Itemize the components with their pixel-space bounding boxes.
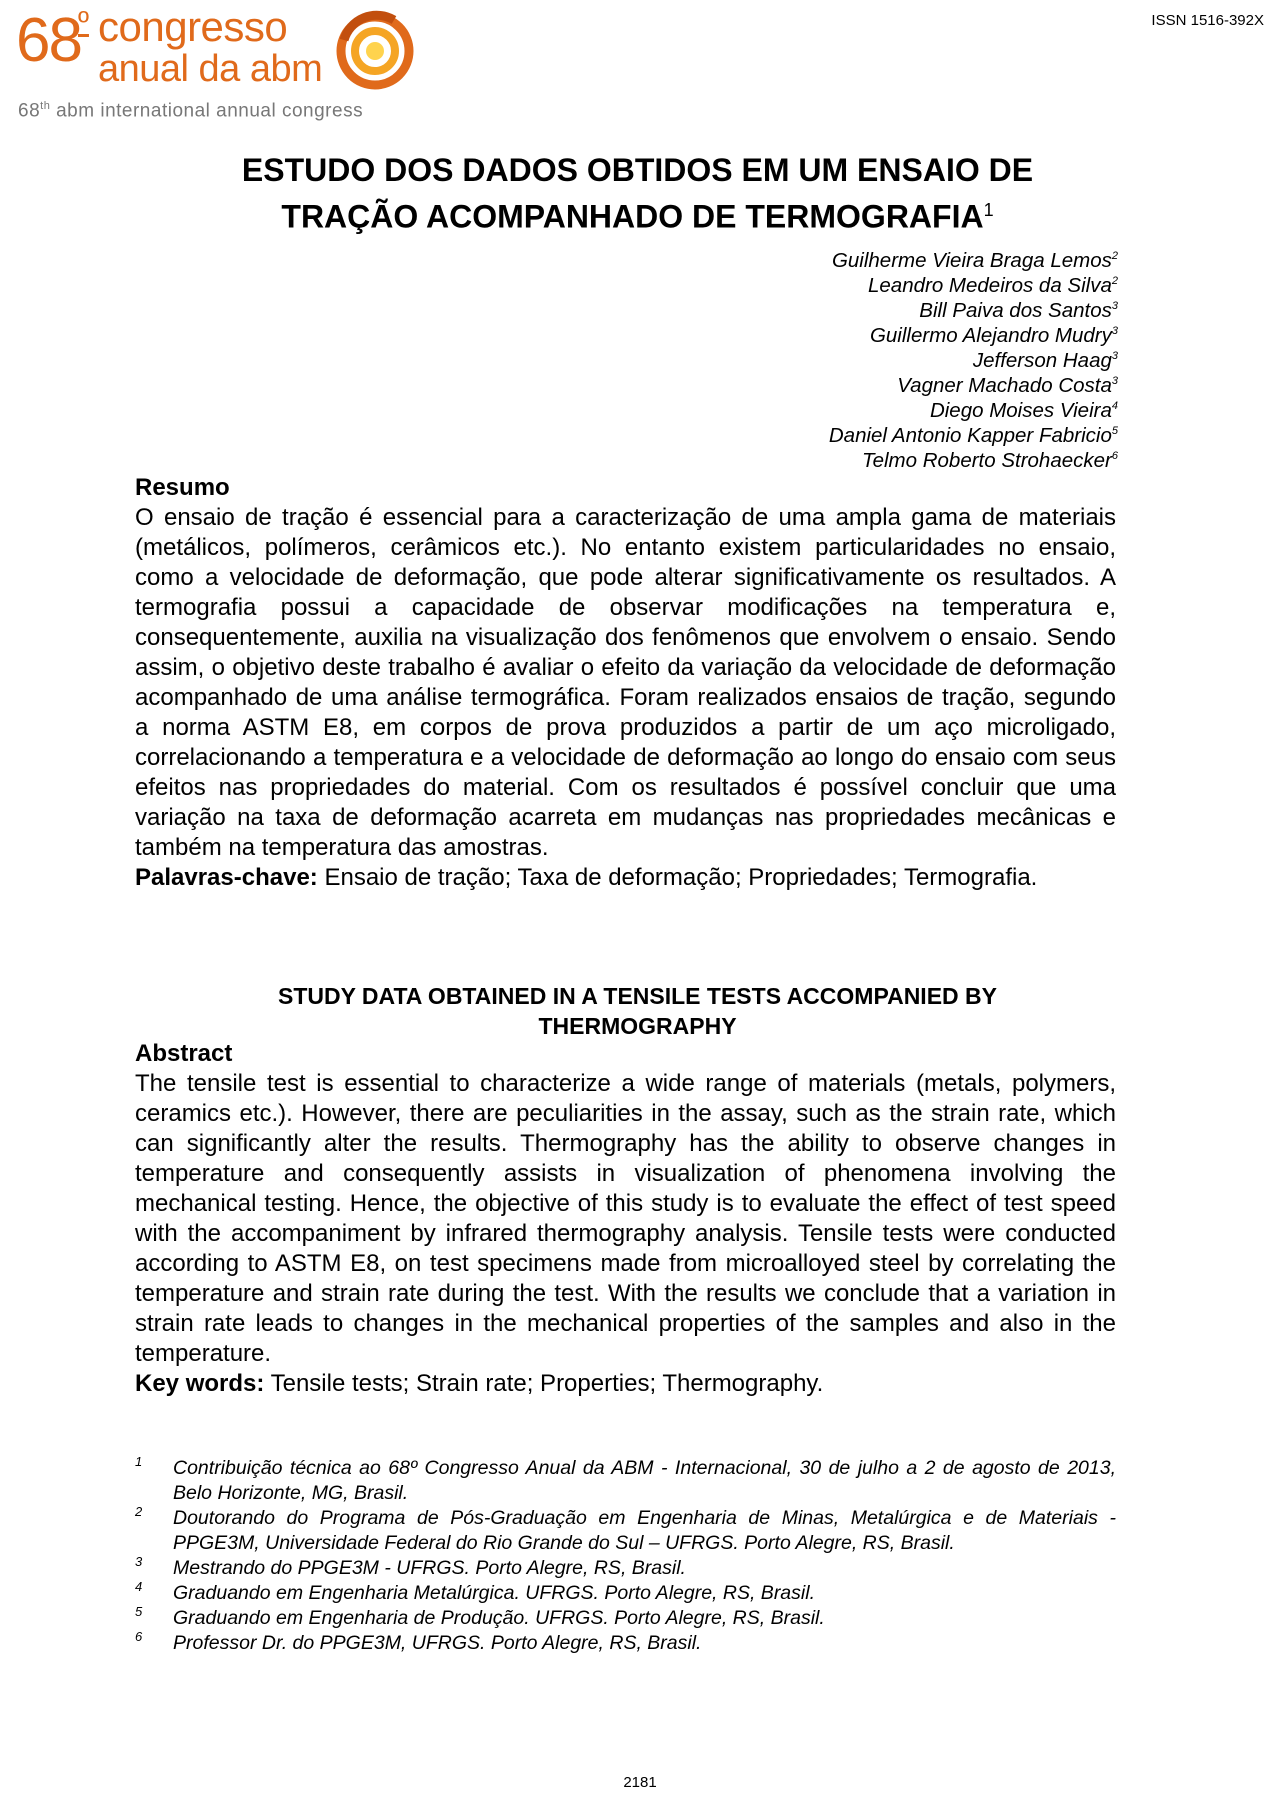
congress-logo (16, 4, 426, 124)
page-number: 2181 (623, 1774, 657, 1791)
title-line-2-text: TRAÇÃO ACOMPANHADO DE TERMOGRAFIA (281, 198, 984, 235)
author-affiliation-ref: 2 (1111, 250, 1118, 263)
author-name: Guilherme Vieira Braga Lemos (831, 249, 1112, 272)
logo-number: 68 (16, 6, 81, 75)
abstract-section (135, 1039, 1116, 1399)
author-name: Bill Paiva dos Santos (919, 299, 1112, 322)
logo-subtitle-sup: th (40, 100, 51, 112)
abstract-text: The tensile test is essential to characterize a wide range of materials (metals, polymers, ceramics etc.). However, there are peculiarities in the assay, such as the strain rate, which can significantly alter the results. Thermography has the ability to observe changes in temperature and consequently assists in visualization of phenomena involving the mechanical testing. Hence, the objective of this study is to evaluate the effect of test speed with the accompaniment by infrared thermography analysis. Tensile tests were conducted according to ASTM E8, on test specimens made from microalloyed steel by correlating the temperature and strain rate during the test. With the results we conclude that a variation in strain rate leads to changes in the mechanical properties of the samples and also in the temperature. (135, 1070, 1116, 1367)
author-name: Diego Moises Vieira (929, 399, 1112, 422)
footnote-number: 3 (135, 1554, 143, 1569)
footnote-number: 5 (135, 1604, 143, 1619)
footnote (135, 1556, 1116, 1581)
logo-swirl-icon (334, 10, 416, 92)
footnote-number: 2 (135, 1504, 143, 1519)
footnote (135, 1606, 1116, 1631)
author-affiliation-ref: 6 (1111, 450, 1118, 463)
author-affiliation-ref: 3 (1111, 325, 1118, 338)
author-name: Jefferson Haag (972, 349, 1112, 372)
paper-title (135, 150, 1140, 237)
author-name: Vagner Machado Costa (897, 374, 1112, 397)
footnote (135, 1581, 1116, 1606)
resumo-section (135, 473, 1116, 893)
footnote-text: Professor Dr. do PPGE3M, UFRGS. Porto Alegre, RS, Brasil. (173, 1632, 702, 1654)
title-line-1: ESTUDO DOS DADOS OBTIDOS EM UM ENSAIO DE (241, 152, 1034, 188)
resumo-text: O ensaio de tração é essencial para a caracterização de uma ampla gama de materiais (metálicos, polímeros, cerâmicos etc.). No entanto existem particularidades no ensaio, como a velocidade de deformação, que pode alterar significativamente os resultados. A termografia possui a capacidade de observar modificações na temperatura e, consequentemente, auxilia na visualização dos fenômenos que envolvem o ensaio. Sendo assim, o objetivo deste trabalho é avaliar o efeito da variação da velocidade de deformação acompanhado de uma análise termográfica. Foram realizados ensaios de tração, segundo a norma ASTM E8, em corpos de prova produzidos a partir de um aço microligado, correlacionando a temperatura e a velocidade de deformação ao longo do ensaio com seus efeitos nas propriedades do material. Com os resultados é possível concluir que uma variação na taxa de deformação acarreta em mudanças nas propriedades mecânicas e também na temperatura das amostras. (135, 504, 1116, 861)
logo-subtitle-number: 68 (18, 100, 41, 122)
author (829, 423, 1118, 448)
abstract-heading: Abstract (135, 1040, 233, 1067)
logo-congresso: congresso (98, 3, 288, 50)
palavras-chave-list: Ensaio de tração; Taxa de deformação; Propriedades; Termografia. (317, 864, 1038, 891)
footnote-text: Doutorando do Programa de Pós-Graduação em Engenharia de Minas, Metalúrgica e de Materiais - PPGE3M, Universidade Federal do Rio Grande do Sul – UFRGS. Porto Alegre, RS, Brasil. (173, 1507, 1116, 1554)
footnote (135, 1631, 1116, 1656)
key-words-list: Tensile tests; Strain rate; Properties; Thermography. (264, 1370, 824, 1397)
author-affiliation-ref: 3 (1111, 300, 1118, 313)
english-title-line-1: STUDY DATA OBTAINED IN A TENSILE TESTS ACCOMPANIED BY (278, 983, 997, 1009)
footnote-text: Mestrando do PPGE3M - UFRGS. Porto Alegre, RS, Brasil. (173, 1557, 686, 1579)
footnote-number: 6 (135, 1629, 143, 1644)
english-title (135, 981, 1140, 1041)
resumo-heading: Resumo (135, 474, 230, 501)
author (829, 398, 1118, 423)
author (829, 348, 1118, 373)
author-list (829, 248, 1118, 473)
footnotes (135, 1456, 1116, 1656)
logo-subtitle-text: abm international annual congress (50, 100, 364, 122)
author (829, 248, 1118, 273)
footnote (135, 1506, 1116, 1556)
title-line-2 (135, 190, 1140, 237)
footnote-text: Contribuição técnica ao 68º Congresso Anual da ABM - Internacional, 30 de julho a 2 de agosto de 2013, Belo Horizonte, MG, Brasil. (173, 1457, 1116, 1504)
footnote-number: 4 (135, 1579, 143, 1594)
author-name: Leandro Medeiros da Silva (868, 274, 1112, 297)
palavras-chave-label: Palavras-chave: (135, 864, 318, 891)
issn: ISSN 1516-392X (1151, 12, 1264, 29)
abstract-keywords (135, 1369, 1116, 1399)
author (829, 373, 1118, 398)
author-affiliation-ref: 3 (1111, 375, 1118, 388)
author-affiliation-ref: 5 (1111, 425, 1118, 438)
resumo-keywords (135, 863, 1116, 893)
author-affiliation-ref: 3 (1111, 350, 1118, 363)
author (829, 323, 1118, 348)
author (829, 273, 1118, 298)
footnote (135, 1456, 1116, 1506)
key-words-label: Key words: (135, 1370, 265, 1397)
author-affiliation-ref: 4 (1111, 400, 1118, 413)
author (829, 448, 1118, 473)
footnote-text: Graduando em Engenharia Metalúrgica. UFRGS. Porto Alegre, RS, Brasil. (173, 1582, 815, 1604)
footnote-number: 1 (135, 1454, 143, 1469)
author-name: Telmo Roberto Strohaecker (861, 449, 1112, 472)
author-name: Daniel Antonio Kapper Fabricio (828, 424, 1112, 447)
author-affiliation-ref: 2 (1111, 275, 1118, 288)
logo-anual-da-abm: anual da abm (98, 48, 323, 90)
author-name: Guillermo Alejandro Mudry (869, 324, 1112, 347)
english-title-line-2: THERMOGRAPHY (538, 1013, 737, 1039)
author (829, 298, 1118, 323)
title-footnote-ref: 1 (983, 200, 994, 220)
footnote-text: Graduando em Engenharia de Produção. UFRGS. Porto Alegre, RS, Brasil. (173, 1607, 825, 1629)
logo-ordinal: º (78, 6, 89, 39)
logo-subtitle (18, 101, 363, 120)
